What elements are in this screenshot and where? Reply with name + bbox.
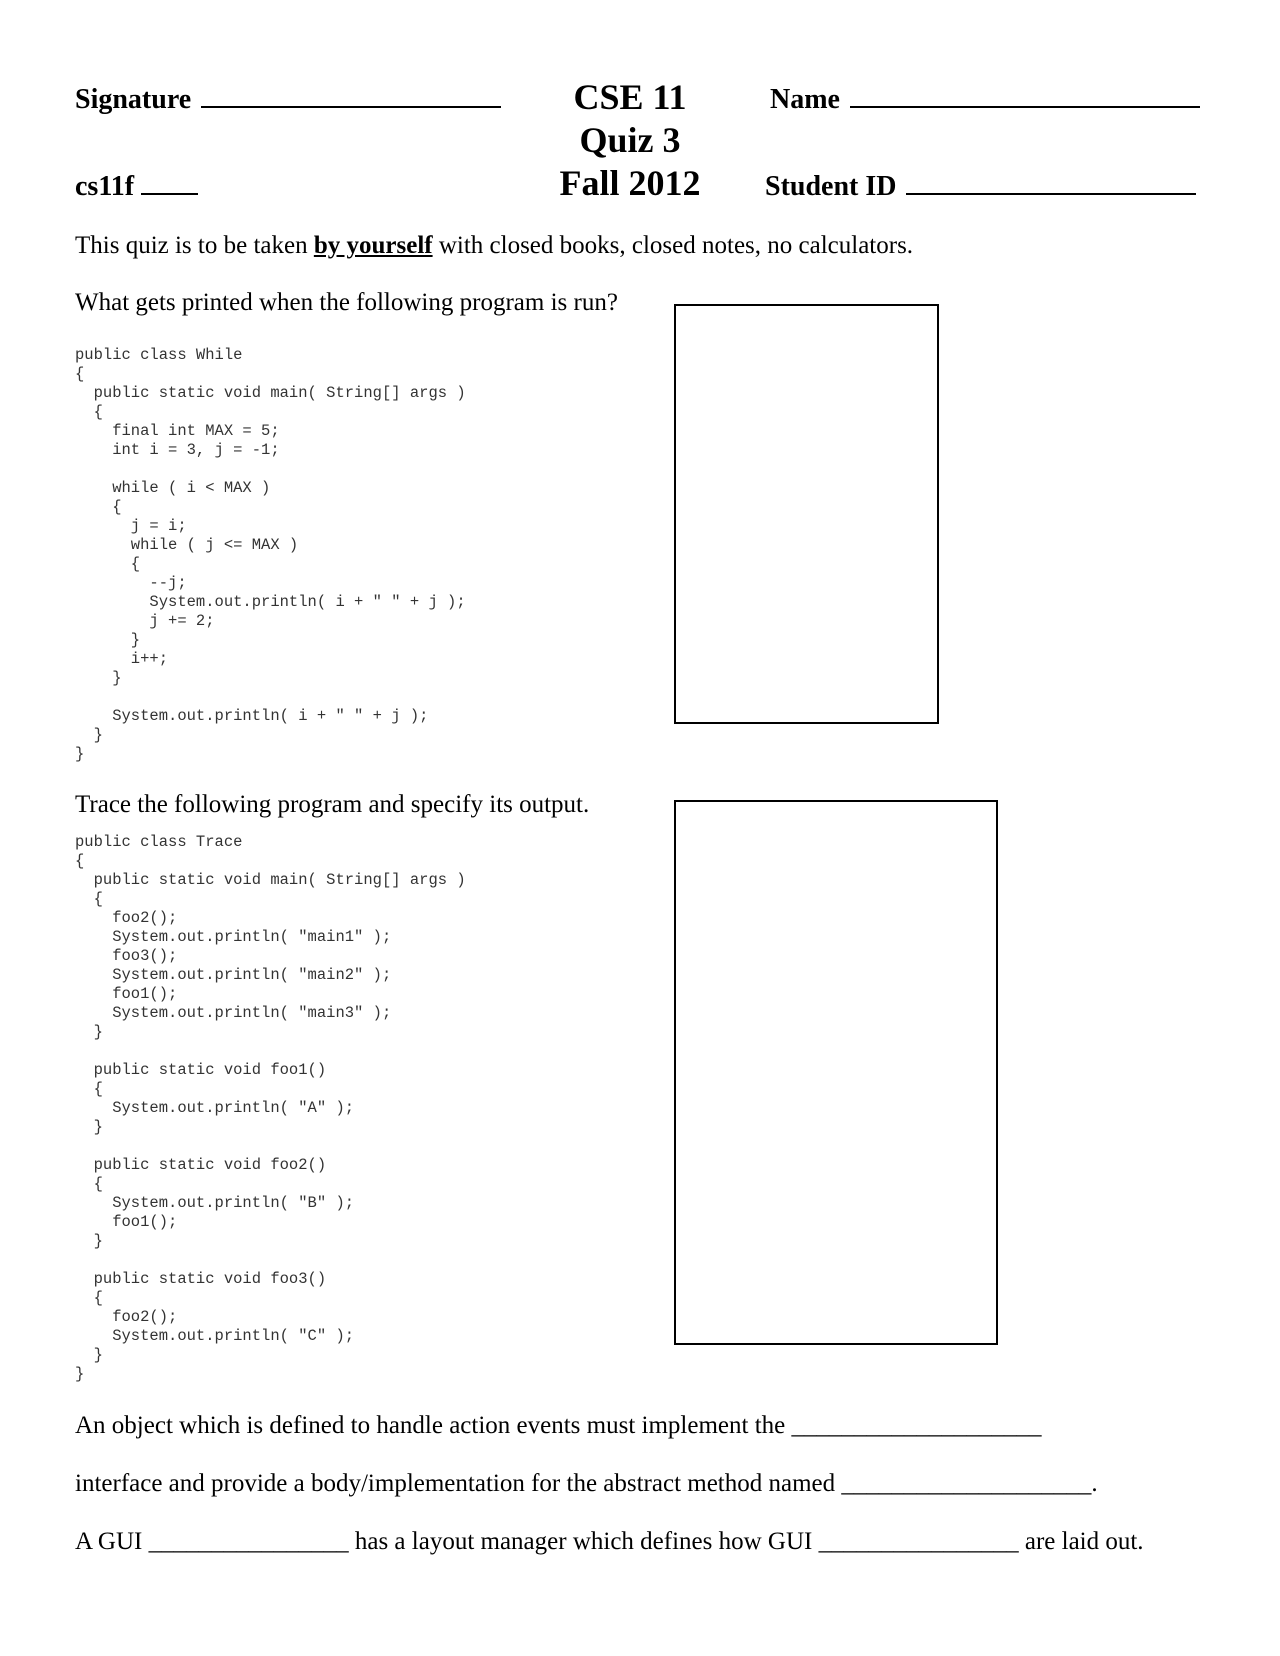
instructions-after: with closed books, closed notes, no calculators. <box>432 232 914 259</box>
student-id-label: Student ID <box>765 171 897 202</box>
name-field <box>770 80 1200 116</box>
question3-line2: interface and provide a body/implementation for the abstract method named ____________________. <box>75 1470 1098 1497</box>
name-label: Name <box>770 84 840 115</box>
quiz-title: Quiz 3 <box>579 120 681 160</box>
question1-answer-box[interactable] <box>674 304 939 724</box>
signature-field <box>75 80 501 116</box>
question2-prompt: Trace the following program and specify its output. <box>75 791 590 818</box>
term-title: Fall 2012 <box>559 163 701 203</box>
question4-line: A GUI ________________ has a layout manager which defines how GUI ________________ are laid out. <box>75 1528 1144 1555</box>
question1-code: public class While { public static void main( String[] args ) { final int MAX = 5; int i = 3, j = -1; while ( i < MAX ) { j = i; while ( j <= MAX ) { --j; System.out.println( i + " " + j ); j += 2; } i++; } System.out.println( i + " " + j ); } } <box>75 346 466 763</box>
name-blank[interactable] <box>850 80 1200 108</box>
signature-blank[interactable] <box>201 80 501 108</box>
login-blank[interactable] <box>141 167 198 195</box>
question3-line1: An object which is defined to handle action events must implement the ____________________ <box>75 1412 1042 1439</box>
login-field <box>75 167 198 203</box>
student-id-field <box>765 167 1196 203</box>
question2-answer-box[interactable] <box>674 800 998 1345</box>
instructions-before: This quiz is to be taken <box>75 232 314 259</box>
question1-prompt: What gets printed when the following program is run? <box>75 289 618 316</box>
login-label: cs11f <box>75 171 135 202</box>
instructions-emphasis: by yourself <box>313 232 433 259</box>
signature-label: Signature <box>75 84 192 115</box>
student-id-blank[interactable] <box>906 167 1196 195</box>
question2-code: public class Trace { public static void main( String[] args ) { foo2(); System.out.println( "main1" ); foo3(); System.out.println( "main2" ); foo1(); System.out.println( "main3" ); } public static void foo1() { System.out.println( "A" ); } public static void foo2() { System.out.println( "B" ); foo1(); } public static void foo3() { foo2(); System.out.println( "C" ); } } <box>75 833 466 1383</box>
course-title: CSE 11 <box>573 77 687 117</box>
instructions <box>75 232 913 260</box>
